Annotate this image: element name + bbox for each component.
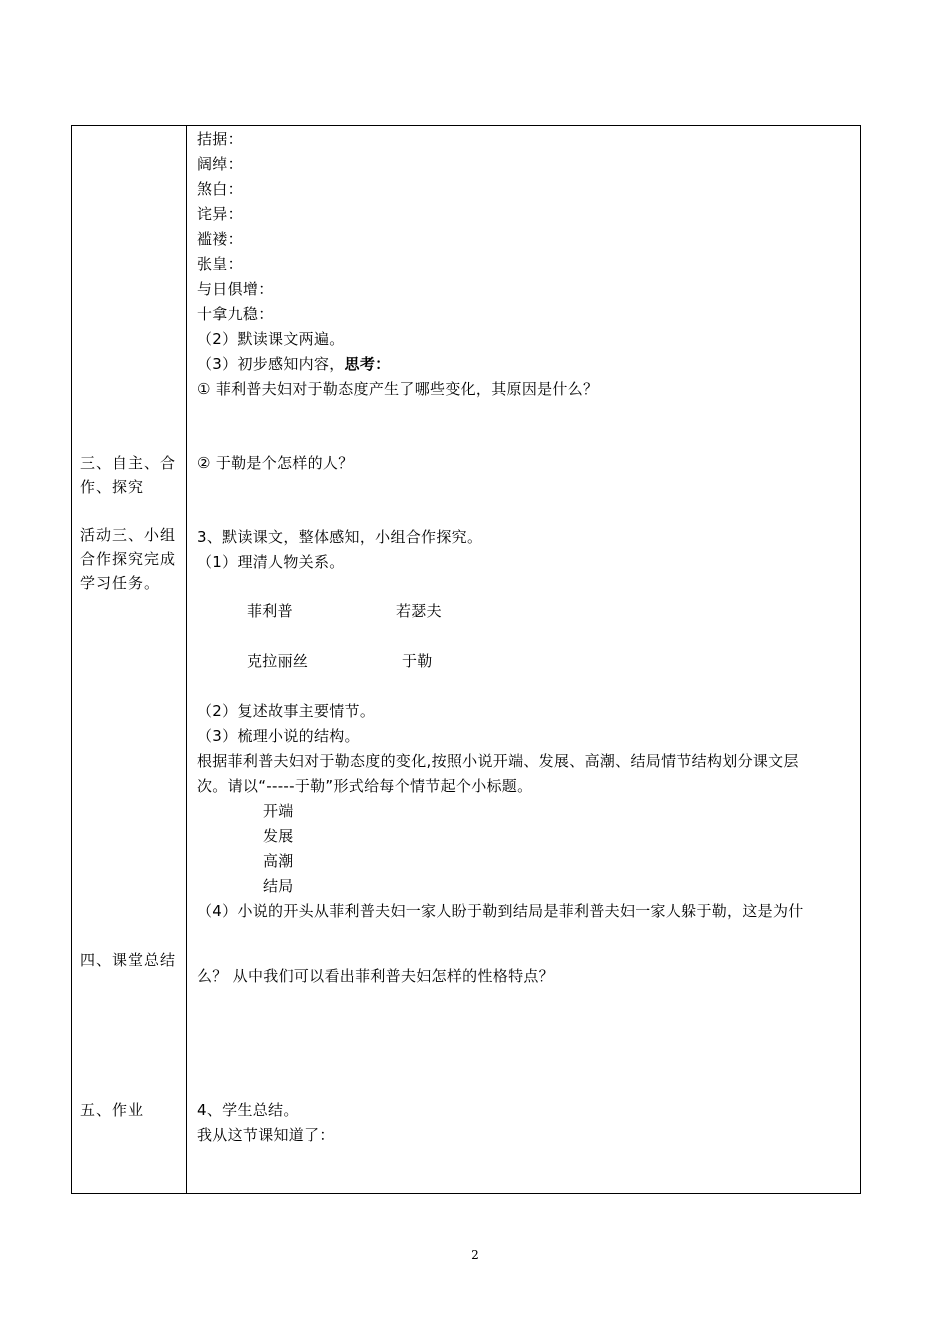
step-relation: （1）理清人物关系。 xyxy=(197,553,345,571)
step-structure: （3）梳理小说的结构。 xyxy=(197,727,360,745)
character-jules: 于勒 xyxy=(402,652,433,670)
question-4-line2: 么？ 从中我们可以看出菲利普夫妇怎样的性格特点？ xyxy=(197,967,554,985)
lesson-table xyxy=(71,125,861,1194)
task-4: 4、学生总结。 xyxy=(197,1101,299,1119)
step-perceive xyxy=(197,354,390,374)
step-retell: （2）复述故事主要情节。 xyxy=(197,702,376,720)
vocab-item: 褴褛： xyxy=(197,230,243,248)
character-philippe: 菲利普 xyxy=(247,602,293,620)
vocab-item: 张皇： xyxy=(197,255,243,273)
plot-stage: 结局 xyxy=(263,877,294,895)
step-read-twice: （2）默读课文两遍。 xyxy=(197,330,345,348)
vocab-item: 十拿九稳： xyxy=(197,305,274,323)
plot-stage: 高潮 xyxy=(263,852,294,870)
section5-label: 五、作业 xyxy=(80,1101,145,1119)
vocab-item: 拮据： xyxy=(197,130,243,148)
vocab-item: 阔绰： xyxy=(197,155,243,173)
activity3-label: 活动三、小组合作探究完成学习任务。 xyxy=(80,526,177,592)
character-joseph: 若瑟夫 xyxy=(396,602,442,620)
step-perceive-think: 思考： xyxy=(344,355,391,373)
section4-label: 四、课堂总结 xyxy=(80,951,177,969)
question-4-line1: （4）小说的开头从菲利普夫妇一家人盼于勒到结局是菲利普夫妇一家人躲于勒，这是为什 xyxy=(197,902,804,920)
task-3: 3、默读课文，整体感知，小组合作探究。 xyxy=(197,528,483,546)
column-divider xyxy=(186,126,187,1193)
question-2: ② 于勒是个怎样的人？ xyxy=(197,454,354,472)
vocab-item: 煞白： xyxy=(197,180,243,198)
vocab-item: 与日俱增： xyxy=(197,280,274,298)
page-number: 2 xyxy=(471,1248,479,1262)
plot-stage: 发展 xyxy=(263,827,294,845)
plot-stage: 开端 xyxy=(263,802,294,820)
structure-desc-line2: 次。请以“-----于勒”形式给每个情节起个小标题。 xyxy=(197,777,533,795)
question-1: ① 菲利普夫妇对于勒态度产生了哪些变化，其原因是什么？ xyxy=(197,380,599,398)
vocab-item: 诧异： xyxy=(197,205,243,223)
section3-label: 三、自主、合作、探究 xyxy=(80,454,177,496)
character-clarisse: 克拉丽丝 xyxy=(247,652,309,670)
structure-desc-line1: 根据菲利普夫妇对于勒态度的变化,按照小说开端、发展、高潮、结局情节结构划分课文层 xyxy=(197,752,799,770)
step-perceive-text: （3）初步感知内容， xyxy=(197,355,345,373)
learned-prompt: 我从这节课知道了： xyxy=(197,1126,335,1144)
